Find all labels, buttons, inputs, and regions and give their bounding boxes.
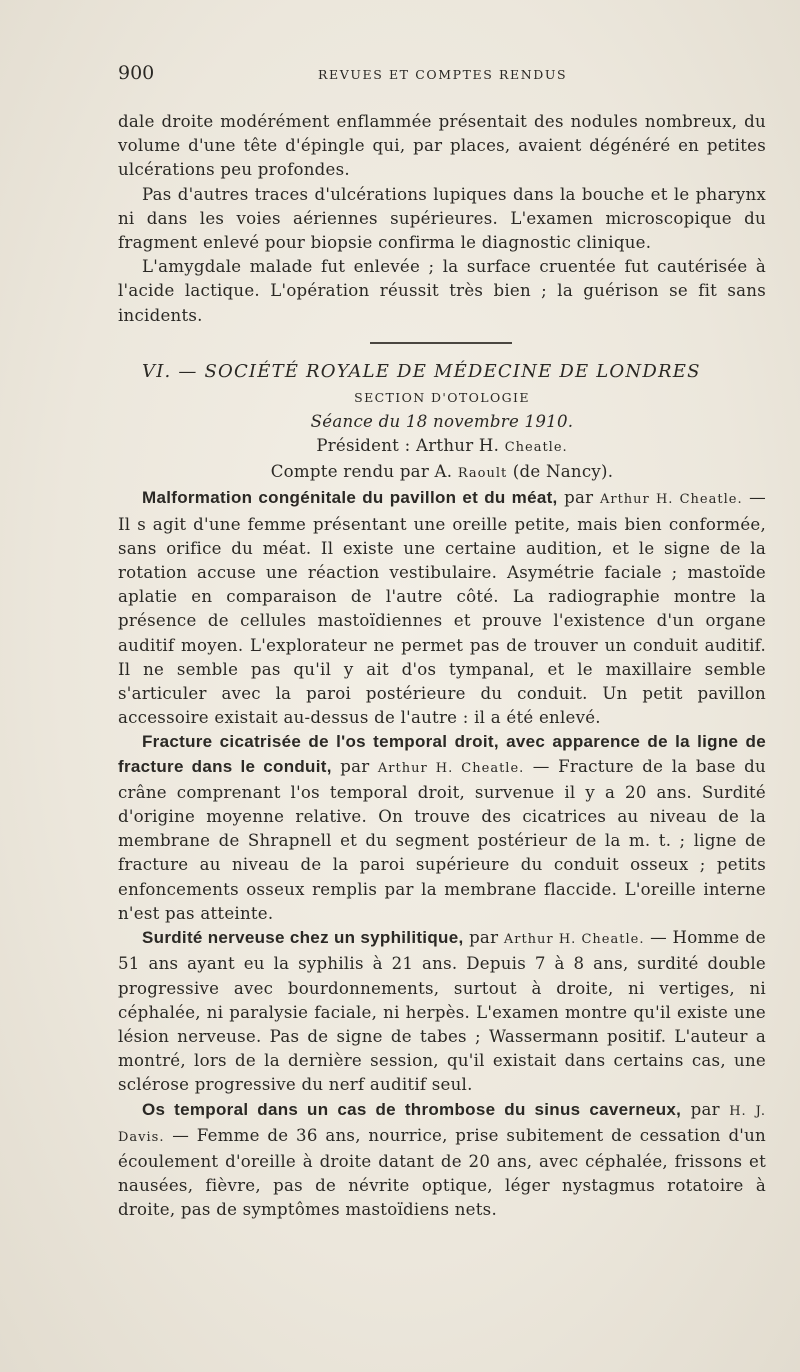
article-title: Os temporal dans un cas de thrombose du sinus caverneux, [142,1099,682,1119]
article-author-prefix: par [469,928,499,948]
article-text: — Homme de 51 ans ayant eu la syphilis à 21 ans. Depuis 7 à 8 ans, surdité double progressive avec bourdonnements, surtout à droite, ni vertiges, ni céphalée, ni paralysie faciale, ni herpès. L'examen montre qu'il existe une lésion nerveuse. Pas de signe de tabes ; Wassermann positif. L'auteur a montré, lors de la dernière session, qu'il existait dans certains cas, une sclérose progressive du nerf auditif seul. [118,928,767,1095]
president-name: Cheatle. [504,440,568,456]
session-date: Séance du 18 novembre 1910. [310,411,574,431]
article-3 [118,926,766,1097]
section-heading: VI. — SOCIÉTÉ ROYALE DE MÉDECINE DE LONDRES [142,360,701,382]
article-author-prefix: par [690,1099,720,1119]
report-name: Raoult [457,466,508,482]
article-author: H. J. Davis. [118,1103,766,1145]
article-text: — Fracture de la base du crâne comprenant l'os temporal droit, survenue il y a 20 ans. Surdité d'origine moyenne relative. On trouve des cicatrices au niveau de la membrane de Shrapnell et du segment postérieur de la m. t. ; ligne de fracture au niveau de la paroi supérieure du conduit osseux ; petits enfoncements osseux remplis par la membrane flaccide. L'oreille interne n'est pas atteinte. [118,756,766,923]
president-line [118,434,766,460]
section-subheading: SECTION D'OTOLOGIE [354,389,530,405]
intro-paragraph-3: L'amygdale malade fut enlevée ; la surface cruentée fut cautérisée à l'acide lactique. L'opération réussit très bien ; la guérison se fit sans incidents. [118,257,766,325]
section-divider [370,342,512,344]
article-2 [118,730,766,926]
article-author: Arthur H. Cheatle. [599,492,743,508]
article-title: Fracture cicatrisée de l'os temporal droit, avec apparence de la ligne de fracture dans le conduit, [118,732,766,776]
article-title: Malformation congénitale du pavillon et du méat, [142,488,558,508]
report-suffix: (de Nancy). [512,462,614,482]
running-head: REVUES ET COMPTES RENDUS [318,67,568,82]
article-author: Arthur H. Cheatle. [503,932,645,948]
page-body [118,110,766,1223]
article-author: Arthur H. Cheatle. [377,760,525,776]
article-text: — Femme de 36 ans, nourrice, prise subitement de cessation d'un écoulement d'oreille à droite datant de 20 ans, avec céphalée, frissons et nausées, fièvre, pas de névrite optique, léger nystagmus rotatoire à droite, pas de symptômes mastoïdiens nets. [118,1125,766,1220]
article-4 [118,1098,766,1223]
report-prefix: Compte rendu par A. [270,462,453,482]
report-line [118,460,766,486]
intro-paragraph-2: Pas d'autres traces d'ulcérations lupiques dans la bouche et le pharynx ni dans les voies aériennes supérieures. L'examen microscopique du fragment enlevé pour biopsie confirma le diagnostic clinique. [118,184,766,253]
article-1 [118,486,766,730]
page-number: 900 [118,62,155,84]
article-author-prefix: par [564,488,594,508]
article-text: — Il s agit d'une femme présentant une oreille petite, mais bien conformée, sans orifice du méat. Il existe une certaine audition, et le signe de la rotation accuse une réaction vestibulaire. Asymétrie faciale ; mastoïde aplatie en comparaison de l'autre côté. La radiographie montre la présence de cellules mastoïdiennes et prouve l'existence d'un organe auditif moyen. L'explorateur ne permet pas de trouver un conduit auditif. Il ne semble pas qu'il y ait d'os tympanal, et le maxillaire semble s'articuler avec la paroi postérieure du conduit. Un petit pavillon accessoire existait au-dessus de l'autre : il a été enlevé. [118,488,767,728]
president-label: Président : Arthur H. [316,436,500,456]
article-author-prefix: par [340,756,370,776]
article-title: Surdité nerveuse chez un syphilitique, [142,928,464,948]
page-header [118,62,680,86]
intro-paragraph-1: dale droite modérément enflammée présentait des nodules nombreux, du volume d'une tête d'épingle qui, par places, avaient dégénéré en petites ulcérations peu profondes. [118,112,766,180]
